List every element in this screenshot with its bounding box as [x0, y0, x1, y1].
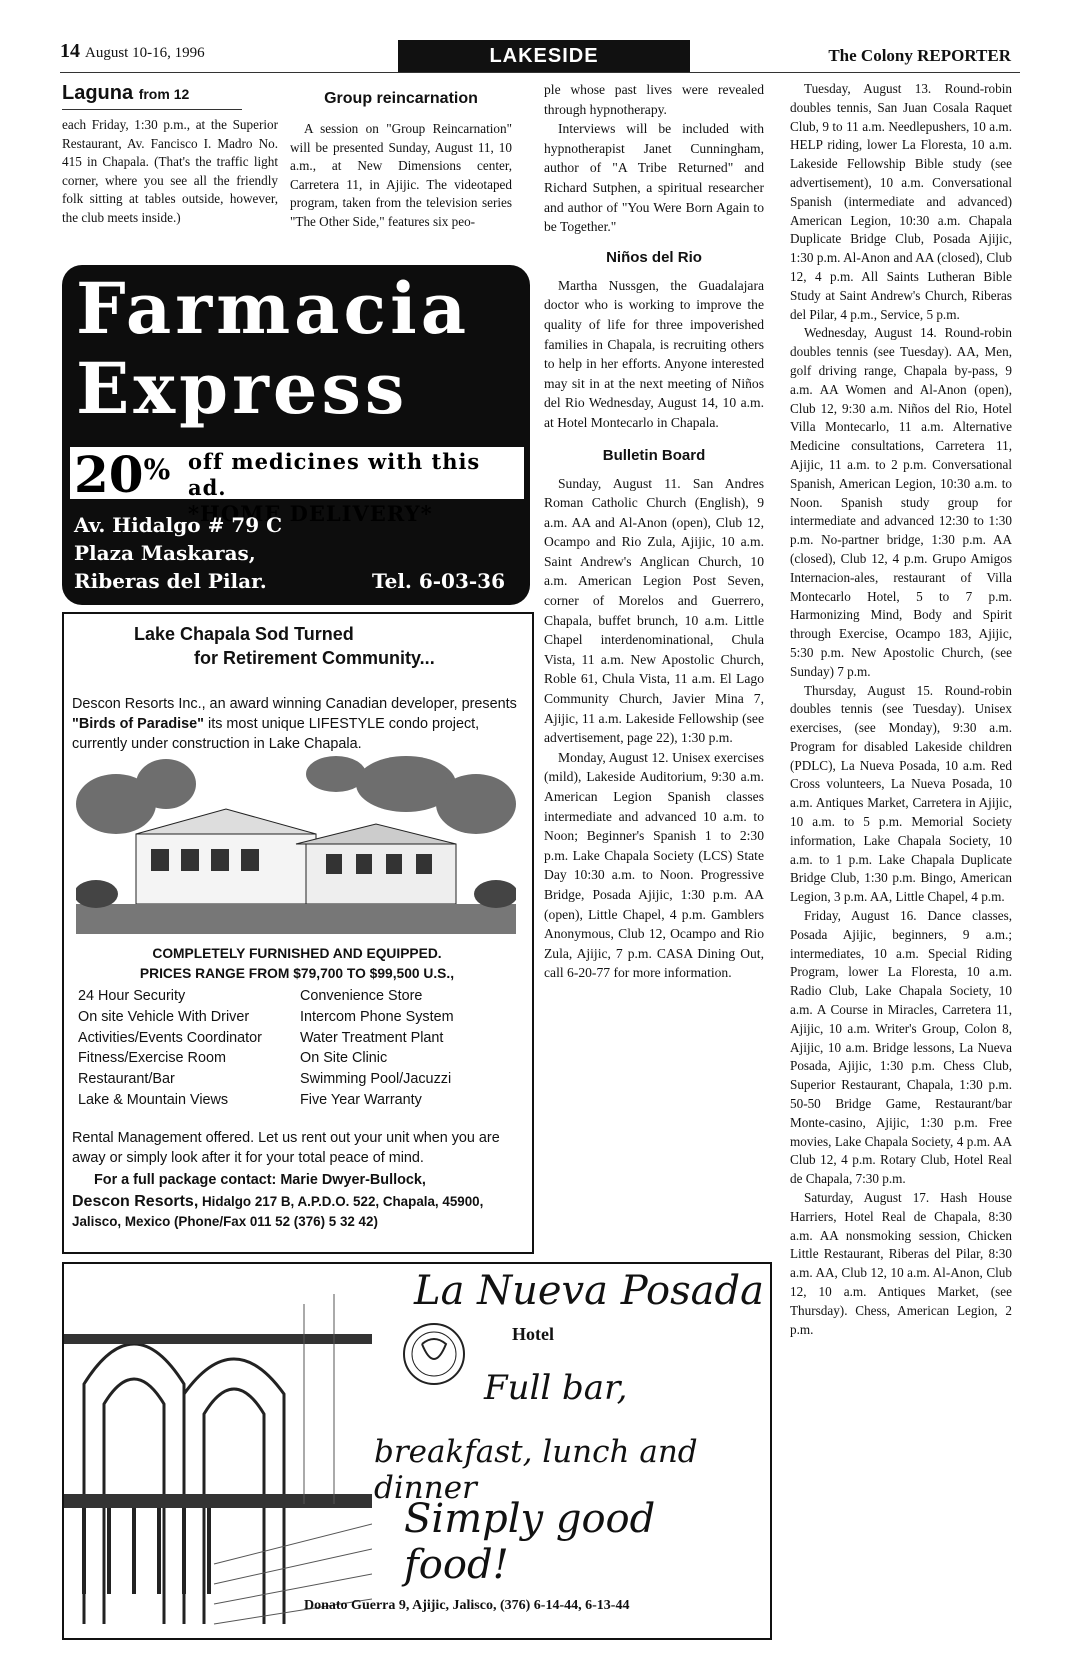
sod-intro-a: Descon Resorts Inc., an award winning Canadian developer, presents	[72, 696, 517, 712]
group-reincarnation-continued	[544, 80, 764, 237]
condo-illustration	[76, 754, 516, 934]
column-four	[790, 80, 1012, 1339]
group-reincarnation-story	[290, 90, 512, 232]
page-number	[60, 40, 205, 63]
ninos-text	[544, 276, 764, 433]
ninos-paragraph: Martha Nussgen, the Guadalajara doctor who is working to improve the quality of life for three impoverished families in Chapala, is recruiting others to help in her efforts. Anyone interested may sit in at the next meeting of Niños del Rio Wednesday, August 14, 10 a.m. at Hotel Montecarlo in Chapala.	[544, 277, 764, 430]
farmacia-express-ad	[62, 265, 530, 605]
feature-item: Intercom Phone System	[300, 1008, 454, 1025]
bulletin-friday: Friday, August 16. Dance classes, Posada Ajijic, beginners, 9 a.m.; intermediates, 10 a.m. Special Riding Program, lower La Floresta, 10 a.m. Radio Club, Lake Chapala Society, 10 a.m. A Course in Miracles, Carretera 11, Ajijic, 10 a.m. Writer's Group, Colon 8, Ajijic, 10 a.m. Bridge lessons, La Nueva Posada, Ajijic, 1:30 p.m. Chess Club, Superior Restaurant, Chapala, 1:30 p.m. 50-50 Bridge Game, Restaurant/bar Monte-casino, Ajijic, 1:30 p.m. Free movies, Lake Chapala Society, 4 p.m. AA Club 12, 4 p.m. Rotary Club, Hotel Real de Chapala, 7:30 p.m.	[790, 908, 1012, 1187]
bulletin-sunday: Sunday, August 11. San Andres Roman Catholic Church (English), 9 a.m. AA and Al-Anon (open), Club 12, Ocampo and Rio Zula, Ajijic, 10 a.m. Saint Andrew's Anglican Church, 10 a.m. American Legion Post Seven, corner of Morelos and Guerrero, Chapala, buffet brunch, 10 a.m. Little Chapel interdenominational, Chula Vista, 11 a.m. New Apostolic Church, Roble 61, Chula Vista, 11 a.m. El Lago Community Church, Javier Mina 7, Ajijic, 11 a.m. Lakeside Fellowship (see advertisement, page 22), 1:30 p.m.	[544, 475, 764, 746]
laguna-text: each Friday, 1:30 p.m., at the Superior Restaurant, Av. Fancisco I. Madro No. 415 in Chapala. (That's the traffic light corner, where you see all the friendly folk sitting at tables outside, however, the club meets inside.)	[62, 117, 278, 225]
posada-illustration	[64, 1264, 372, 1634]
farmacia-title-line2: Express	[76, 347, 409, 430]
farmacia-percent-sign: %	[143, 453, 171, 486]
farmacia-address2: Plaza Maskaras,	[74, 541, 256, 565]
posada-name: La Nueva Posada	[414, 1268, 764, 1314]
farmacia-tel: Tel. 6-03-36	[372, 569, 506, 593]
bulletin-saturday: Saturday, August 17. Hash House Harriers, Hotel Real de Chapala, 8:30 a.m. AA nonsmoking session, Chicken Little Restaurant, Riberas del Pilar, 8:30 a.m. AA, Club 12, 10 a.m. Al-Anon, Club 12, 10 a.m. Antiques Market, (see Thursday). Chess, American Legion, 2 p.m.	[790, 1190, 1012, 1337]
group-reincarnation-p1: A session on "Group Reincarnation" will be presented Sunday, August 11, 10 a.m., at New Dimensions center, Carretera 11, in Ajijic. The videotaped program, taken from the television series "The Other Side," features six peo-	[290, 121, 512, 229]
laguna-kicker-text: Laguna	[62, 82, 134, 104]
sod-rental: Rental Management offered. Let us rent out your unit when you are away or simply look after it for your total peace of mind.	[72, 1130, 500, 1166]
sod-company: Descon Resorts,	[72, 1193, 199, 1210]
sod-intro	[72, 694, 522, 754]
sod-features-left	[78, 986, 262, 1111]
header-rule	[60, 72, 1020, 73]
bulletin-tuesday: Tuesday, August 13. Round-robin doubles tennis, San Juan Cosala Raquet Club, 9 to 11 a.m. Needlepushers, 10 a.m. HELP riding, lower La Floresta, 10 a.m. Lakeside Fellowship Bible study (see advertisement), 10 a.m. Conversational Spanish (intermediate and advanced) American Legion, 10:30 a.m. Chapala Duplicate Bridge Club, Posada Ajijic, 1:30 p.m. Al-Anon and AA (closed), Club 12, 4 p.m. All Saints Lutheran Bible Study at Saint Andrew's Church, Riberas del Pilar, 4 p.m., Service, 5 p.m.	[790, 81, 1012, 322]
farmacia-title-line1: Farmacia	[76, 267, 471, 350]
feature-item: Fitness/Exercise Room	[78, 1050, 226, 1067]
farmacia-address1: Av. Hidalgo # 79 C	[74, 513, 282, 537]
farmacia-discount-value: 20	[74, 445, 144, 504]
sod-title1: Lake Chapala Sod Turned	[134, 624, 354, 644]
posada-crest-icon	[394, 1314, 474, 1394]
sod-intro-birds: "Birds of Paradise"	[72, 716, 205, 732]
sod-title2: for Retirement Community...	[194, 648, 435, 668]
posada-full-bar: Full bar,	[484, 1368, 628, 1408]
farmacia-offer-text: off medicines with this ad.	[188, 449, 481, 500]
sod-features-right	[300, 986, 454, 1111]
sod-contact: For a full package contact: Marie Dwyer-Bullock,	[94, 1172, 426, 1188]
feature-item: Restaurant/Bar	[78, 1071, 175, 1088]
sod-company-block	[72, 1192, 522, 1232]
feature-item: Swimming Pool/Jacuzzi	[300, 1071, 452, 1088]
laguna-kicker	[62, 82, 278, 105]
section-banner: LAKESIDE	[398, 40, 690, 72]
laguna-story	[62, 82, 278, 228]
bulletin-thursday: Thursday, August 15. Round-robin doubles tennis (see Tuesday). Unisex exercises, (see Monday), 9:30 a.m. Program for disabled Lakeside children (PDLC), La Nueva Posada, 10 a.m. Red Cross volunteers, La Nueva Posada, 10 a.m. Antiques Market, Carretera in Ajijic, 10 a.m. to 5 p.m. Memorial Society information, Lake Chapala Society, 10 a.m. to 1 p.m. Lake Chapala Duplicate Bridge Club, 1:30 p.m. Bingo, American Legion, 3 p.m. AA, Little Chapel, 4 p.m.	[790, 682, 1012, 905]
feature-item: 24 Hour Security	[78, 988, 186, 1004]
group-reincarnation-p1-cont: ple whose past lives were revealed through hypnotherapy.	[544, 82, 764, 117]
group-reincarnation-headline: Group reincarnation	[324, 90, 478, 107]
bulletin-headline: Bulletin Board	[602, 446, 706, 464]
posada-slogan: Simply good food!	[404, 1496, 656, 1588]
bulletin-col3	[544, 474, 764, 983]
feature-item: Water Treatment Plant	[300, 1029, 444, 1046]
publication-name: The Colony REPORTER	[828, 46, 1011, 65]
laguna-kicker-suffix: from 12	[138, 86, 190, 102]
issue-date: August 10-16, 1996	[85, 45, 205, 61]
feature-item: Activities/Events Coordinator	[78, 1029, 262, 1046]
feature-item: On Site Clinic	[300, 1050, 388, 1067]
la-nueva-posada-ad	[62, 1262, 772, 1640]
feature-item: Five Year Warranty	[300, 1091, 422, 1108]
sod-intro-c: its most unique LIFESTYLE condo project, currently under construction in Lake Chapala.	[72, 716, 480, 752]
farmacia-address3: Riberas del Pilar.	[74, 569, 267, 593]
feature-item: On site Vehicle With Driver	[78, 1008, 250, 1025]
group-reincarnation-text	[290, 120, 512, 232]
column-three	[544, 80, 764, 983]
sod-prices: PRICES RANGE FROM $79,700 TO $99,500 U.S.,	[139, 966, 455, 981]
bulletin-monday: Monday, August 12. Unisex exercises (mild), Lakeside Auditorium, 9:30 a.m. American Legion Spanish classes intermediate and advanced 10 a.m. to Noon; Beginner's Spanish 1 to 2:30 p.m. Lake Chapala Society (LCS) State Day 10:30 a.m. to Noon. Progressive Bridge, Posada Ajijic, 1:30 p.m. AA (open), Little Chapel, 4 p.m. Gamblers Anonymous, Club 12, Ocampo and Rio Zula, Ajijic, 7 p.m. CASA Dining Out, call 6-20-77 for more information.	[544, 749, 764, 981]
farmacia-discount	[74, 445, 170, 504]
posada-hotel: Hotel	[512, 1324, 554, 1344]
group-reincarnation-p2: Interviews will be included with hypnotherapist Janet Cunningham, author of "A Tribe Returned" and Richard Sutphen, a spiritual researcher and author of "You Were Born Again to be Together."	[544, 121, 764, 235]
bulletin-col4	[790, 80, 1012, 1339]
feature-item: Lake & Mountain Views	[78, 1091, 229, 1108]
laguna-rule	[62, 109, 242, 110]
ninos-headline: Niños del Rio	[606, 248, 702, 266]
page-number-value: 14	[60, 40, 80, 62]
sod-turned-ad	[62, 612, 534, 1254]
feature-item: Convenience Store	[300, 988, 423, 1004]
sod-furnished: COMPLETELY FURNISHED AND EQUIPPED.	[152, 946, 442, 961]
posada-address: Donato Guerra 9, Ajijic, Jalisco, (376) 6-14-44, 6-13-44	[304, 1598, 630, 1613]
farmacia-delivery: *HOME DELIVERY*	[188, 501, 433, 526]
bulletin-wednesday: Wednesday, August 14. Round-robin doubles tennis (see Tuesday). AA, Men, golf driving range, Chapala by-pass, 9 a.m. AA Women and Al-Anon (open), Club 12, 9:30 a.m. Niños del Rio, Hotel Villa Montecarlo, 11 a.m. Alternative Medicine consultations, Carretera 11, Ajijic, 11 a.m. to 2 p.m. Conversational Spanish, American Legion, 10:30 a.m. to Noon. Spanish study group for intermediate and advanced 12:30 to 1:30 p.m. No-partner bridge, 1:30 p.m. AA (closed), Club 12, 4 p.m. Grupo Amigos Internacion-ales, restaurant of Villa Montecarlo Hotel, 5 to 7 p.m. Harmonizing Mind, Body and Spirit through Exercise, Ocampo 183, Ajijic, 5:30 p.m. New Apostolic Church, (see Sunday) 7 p.m.	[790, 325, 1012, 679]
posada-meals: breakfast, lunch and dinner	[374, 1434, 698, 1506]
sod-company-address: Hidalgo 217 B, A.P.D.O. 522, Chapala, 45900, Jalisco, Mexico (Phone/Fax 011 52 (376) 5 32 42)	[72, 1194, 484, 1229]
